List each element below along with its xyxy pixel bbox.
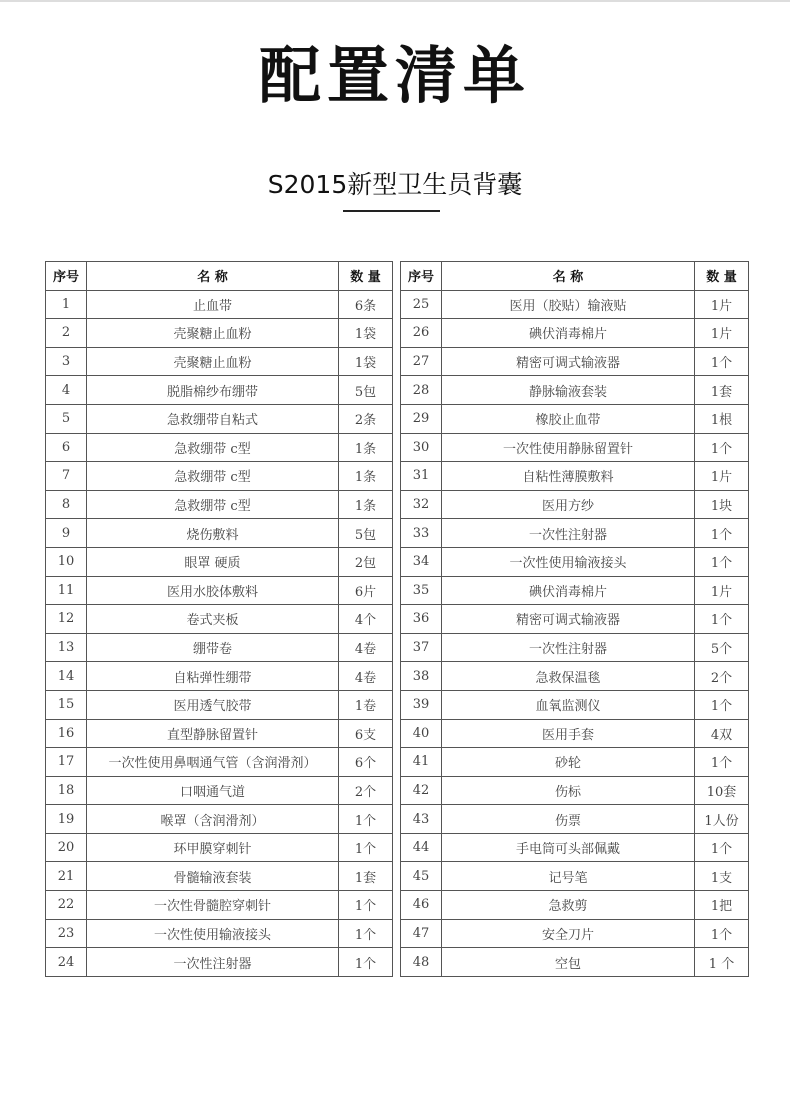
config-table-right <box>400 261 749 977</box>
table-row <box>401 891 749 920</box>
item-qty: 2个 <box>695 662 749 691</box>
item-seq: 8 <box>46 490 87 519</box>
item-seq: 41 <box>401 748 442 777</box>
item-seq: 25 <box>401 290 442 319</box>
header-name: 名 称 <box>87 262 339 291</box>
item-qty: 1个 <box>695 833 749 862</box>
product-subtitle: S2015新型卫生员背囊 <box>267 170 523 199</box>
item-seq: 22 <box>46 891 87 920</box>
table-row <box>401 919 749 948</box>
item-qty: 1袋 <box>339 347 393 376</box>
table-row <box>401 490 749 519</box>
item-name: 自粘性薄膜敷料 <box>442 462 695 491</box>
item-name: 脱脂棉纱布绷带 <box>87 376 339 405</box>
header-qty: 数 量 <box>695 262 749 291</box>
table-row <box>46 833 393 862</box>
table-row <box>46 547 393 576</box>
item-seq: 35 <box>401 576 442 605</box>
item-name: 急救绷带 c型 <box>87 490 339 519</box>
item-seq: 15 <box>46 690 87 719</box>
header-seq: 序号 <box>401 262 442 291</box>
table-row <box>401 748 749 777</box>
table-row <box>401 805 749 834</box>
item-seq: 19 <box>46 805 87 834</box>
item-seq: 48 <box>401 948 442 977</box>
item-name: 口咽通气道 <box>87 776 339 805</box>
table-row <box>401 347 749 376</box>
item-qty: 1个 <box>339 919 393 948</box>
item-qty: 6片 <box>339 576 393 605</box>
item-name: 伤票 <box>442 805 695 834</box>
table-row <box>401 633 749 662</box>
table-row <box>46 290 393 319</box>
item-name: 一次性使用鼻咽通气管（含润滑剂） <box>87 748 339 777</box>
item-qty: 2个 <box>339 776 393 805</box>
item-seq: 27 <box>401 347 442 376</box>
table-row <box>401 948 749 977</box>
item-name: 医用方纱 <box>442 490 695 519</box>
item-name: 一次性骨髓腔穿刺针 <box>87 891 339 920</box>
item-seq: 26 <box>401 319 442 348</box>
item-name: 急救保温毯 <box>442 662 695 691</box>
item-name: 急救绷带 c型 <box>87 462 339 491</box>
item-qty: 4个 <box>339 605 393 634</box>
item-seq: 34 <box>401 547 442 576</box>
item-qty: 5包 <box>339 376 393 405</box>
item-name: 医用（胶贴）输液贴 <box>442 290 695 319</box>
table-row <box>46 719 393 748</box>
item-qty: 1个 <box>695 347 749 376</box>
table-row <box>401 290 749 319</box>
table-row <box>46 891 393 920</box>
item-name: 空包 <box>442 948 695 977</box>
item-qty: 1个 <box>695 748 749 777</box>
item-qty: 1片 <box>695 576 749 605</box>
table-row <box>401 547 749 576</box>
item-seq: 11 <box>46 576 87 605</box>
config-table-left <box>45 261 393 977</box>
item-name: 记号笔 <box>442 862 695 891</box>
item-qty: 1个 <box>695 433 749 462</box>
item-qty: 1支 <box>695 862 749 891</box>
item-qty: 1个 <box>339 805 393 834</box>
item-name: 一次性使用静脉留置针 <box>442 433 695 462</box>
item-seq: 24 <box>46 948 87 977</box>
table-row <box>46 404 393 433</box>
item-seq: 43 <box>401 805 442 834</box>
item-seq: 14 <box>46 662 87 691</box>
item-seq: 9 <box>46 519 87 548</box>
item-qty: 1套 <box>695 376 749 405</box>
item-qty: 6个 <box>339 748 393 777</box>
item-name: 碘伏消毒棉片 <box>442 576 695 605</box>
item-qty: 1个 <box>339 948 393 977</box>
item-name: 急救剪 <box>442 891 695 920</box>
item-seq: 47 <box>401 919 442 948</box>
item-seq: 3 <box>46 347 87 376</box>
item-qty: 10套 <box>695 776 749 805</box>
item-qty: 1条 <box>339 462 393 491</box>
item-seq: 6 <box>46 433 87 462</box>
item-name: 伤标 <box>442 776 695 805</box>
item-seq: 37 <box>401 633 442 662</box>
item-name: 一次性注射器 <box>442 633 695 662</box>
item-name: 急救绷带自粘式 <box>87 404 339 433</box>
table-row <box>46 347 393 376</box>
item-name: 精密可调式输液器 <box>442 347 695 376</box>
item-qty: 2包 <box>339 547 393 576</box>
item-seq: 29 <box>401 404 442 433</box>
item-qty: 4双 <box>695 719 749 748</box>
item-qty: 1条 <box>339 433 393 462</box>
item-qty: 1把 <box>695 891 749 920</box>
item-qty: 6条 <box>339 290 393 319</box>
header-name: 名 称 <box>442 262 695 291</box>
table-row <box>46 862 393 891</box>
item-qty: 1个 <box>339 891 393 920</box>
item-qty: 1个 <box>695 605 749 634</box>
table-row <box>401 662 749 691</box>
item-qty: 2条 <box>339 404 393 433</box>
item-seq: 17 <box>46 748 87 777</box>
item-seq: 21 <box>46 862 87 891</box>
table-row <box>401 433 749 462</box>
table-row <box>46 919 393 948</box>
table-row <box>46 462 393 491</box>
table-row <box>401 519 749 548</box>
table-row <box>401 319 749 348</box>
table-row <box>401 862 749 891</box>
item-name: 环甲膜穿刺针 <box>87 833 339 862</box>
item-seq: 38 <box>401 662 442 691</box>
table-row <box>401 376 749 405</box>
table-row <box>46 633 393 662</box>
item-seq: 20 <box>46 833 87 862</box>
item-name: 喉罩（含润滑剂） <box>87 805 339 834</box>
item-name: 碘伏消毒棉片 <box>442 319 695 348</box>
page-title: 配置清单 <box>258 39 531 112</box>
item-qty: 1卷 <box>339 690 393 719</box>
table-row <box>46 376 393 405</box>
item-name: 卷式夹板 <box>87 605 339 634</box>
table-row <box>46 948 393 977</box>
item-qty: 6支 <box>339 719 393 748</box>
table-row <box>46 490 393 519</box>
item-qty: 1片 <box>695 319 749 348</box>
item-qty: 1个 <box>695 519 749 548</box>
item-seq: 44 <box>401 833 442 862</box>
item-qty: 1片 <box>695 462 749 491</box>
table-row <box>401 576 749 605</box>
item-name: 一次性注射器 <box>442 519 695 548</box>
item-seq: 10 <box>46 547 87 576</box>
item-name: 壳聚糖止血粉 <box>87 319 339 348</box>
item-seq: 31 <box>401 462 442 491</box>
table-header-row <box>401 262 749 291</box>
item-name: 精密可调式输液器 <box>442 605 695 634</box>
table-row <box>401 404 749 433</box>
item-name: 骨髓输液套装 <box>87 862 339 891</box>
table-row <box>401 690 749 719</box>
item-name: 眼罩 硬质 <box>87 547 339 576</box>
item-qty: 1人份 <box>695 805 749 834</box>
item-name: 安全刀片 <box>442 919 695 948</box>
item-qty: 1套 <box>339 862 393 891</box>
table-row <box>46 805 393 834</box>
table-row <box>401 833 749 862</box>
item-seq: 46 <box>401 891 442 920</box>
item-name: 止血带 <box>87 290 339 319</box>
table-row <box>401 605 749 634</box>
item-qty: 1根 <box>695 404 749 433</box>
item-seq: 36 <box>401 605 442 634</box>
item-name: 直型静脉留置针 <box>87 719 339 748</box>
table-row <box>46 662 393 691</box>
table-row <box>46 748 393 777</box>
item-name: 烧伤敷料 <box>87 519 339 548</box>
item-qty: 1个 <box>695 919 749 948</box>
item-seq: 39 <box>401 690 442 719</box>
item-qty: 1个 <box>695 547 749 576</box>
header-seq: 序号 <box>46 262 87 291</box>
table-row <box>46 519 393 548</box>
item-name: 血氧监测仪 <box>442 690 695 719</box>
item-seq: 7 <box>46 462 87 491</box>
table-row <box>401 462 749 491</box>
item-name: 绷带卷 <box>87 633 339 662</box>
item-qty: 1袋 <box>339 319 393 348</box>
header-qty: 数 量 <box>339 262 393 291</box>
item-name: 手电筒可头部佩戴 <box>442 833 695 862</box>
item-qty: 1个 <box>339 833 393 862</box>
item-name: 橡胶止血带 <box>442 404 695 433</box>
item-seq: 16 <box>46 719 87 748</box>
item-seq: 23 <box>46 919 87 948</box>
item-seq: 30 <box>401 433 442 462</box>
item-name: 医用水胶体敷料 <box>87 576 339 605</box>
item-qty: 5包 <box>339 519 393 548</box>
table-header-row <box>46 262 393 291</box>
table-row <box>401 776 749 805</box>
item-qty: 5个 <box>695 633 749 662</box>
item-seq: 45 <box>401 862 442 891</box>
item-name: 一次性使用输液接头 <box>87 919 339 948</box>
table-row <box>46 433 393 462</box>
item-seq: 1 <box>46 290 87 319</box>
item-qty: 1 个 <box>695 948 749 977</box>
item-seq: 18 <box>46 776 87 805</box>
item-name: 自粘弹性绷带 <box>87 662 339 691</box>
item-seq: 33 <box>401 519 442 548</box>
item-seq: 42 <box>401 776 442 805</box>
item-name: 砂轮 <box>442 748 695 777</box>
item-name: 一次性使用输液接头 <box>442 547 695 576</box>
item-qty: 4卷 <box>339 662 393 691</box>
table-row <box>401 719 749 748</box>
item-seq: 4 <box>46 376 87 405</box>
table-row <box>46 690 393 719</box>
item-seq: 12 <box>46 605 87 634</box>
table-row <box>46 319 393 348</box>
item-name: 壳聚糖止血粉 <box>87 347 339 376</box>
item-seq: 28 <box>401 376 442 405</box>
item-seq: 32 <box>401 490 442 519</box>
subtitle-underline <box>343 210 440 212</box>
item-name: 医用透气胶带 <box>87 690 339 719</box>
item-name: 静脉输液套装 <box>442 376 695 405</box>
item-qty: 1片 <box>695 290 749 319</box>
table-row <box>46 576 393 605</box>
table-row <box>46 776 393 805</box>
item-seq: 40 <box>401 719 442 748</box>
item-name: 一次性注射器 <box>87 948 339 977</box>
item-qty: 1个 <box>695 690 749 719</box>
item-seq: 5 <box>46 404 87 433</box>
top-divider <box>0 0 790 2</box>
item-name: 急救绷带 c型 <box>87 433 339 462</box>
table-row <box>46 605 393 634</box>
item-qty: 4卷 <box>339 633 393 662</box>
item-name: 医用手套 <box>442 719 695 748</box>
item-qty: 1块 <box>695 490 749 519</box>
item-seq: 13 <box>46 633 87 662</box>
item-qty: 1条 <box>339 490 393 519</box>
item-seq: 2 <box>46 319 87 348</box>
